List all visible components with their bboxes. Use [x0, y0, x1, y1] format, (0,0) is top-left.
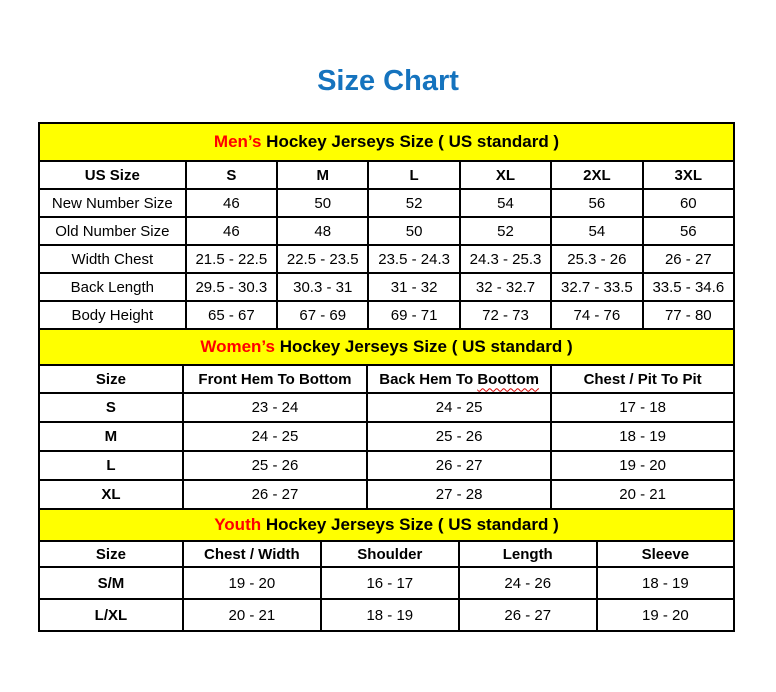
table-row [39, 217, 734, 245]
mens-col-header-m: M [277, 161, 368, 189]
cell: 24 - 25 [367, 393, 551, 422]
youth-section-band [39, 509, 734, 541]
youth-col-header-size: Size [39, 541, 183, 567]
table-row [39, 245, 734, 273]
cell: 24 - 25 [183, 422, 367, 451]
table-row [39, 599, 734, 631]
row-label: M [39, 422, 183, 451]
cell: 77 - 80 [643, 301, 734, 329]
cell: 56 [551, 189, 642, 217]
cell: 50 [368, 217, 459, 245]
cell: 25 - 26 [367, 422, 551, 451]
cell: 72 - 73 [460, 301, 551, 329]
back-hem-misspelled-word: Boottom [477, 370, 539, 388]
cell: 19 - 20 [183, 567, 321, 599]
cell: 29.5 - 30.3 [186, 273, 277, 301]
cell: 25 - 26 [183, 451, 367, 480]
cell: 52 [368, 189, 459, 217]
mens-col-header-2xl: 2XL [551, 161, 642, 189]
cell: 60 [643, 189, 734, 217]
cell: 74 - 76 [551, 301, 642, 329]
mens-col-header-3xl: 3XL [643, 161, 734, 189]
cell: 33.5 - 34.6 [643, 273, 734, 301]
back-hem-prefix: Back Hem To [379, 370, 478, 388]
cell: 65 - 67 [186, 301, 277, 329]
cell: 50 [277, 189, 368, 217]
cell: 19 - 20 [597, 599, 734, 631]
cell: 20 - 21 [183, 599, 321, 631]
row-label: S [39, 393, 183, 422]
row-label: Width Chest [39, 245, 186, 273]
mens-size-table [38, 122, 735, 330]
youth-col-header-sleeve: Sleeve [597, 541, 734, 567]
table-row [39, 273, 734, 301]
womens-band-highlight: Women’s [200, 337, 275, 356]
table-row [39, 451, 734, 480]
cell: 18 - 19 [597, 567, 734, 599]
cell: 27 - 28 [367, 480, 551, 509]
cell: 54 [460, 189, 551, 217]
cell: 46 [186, 189, 277, 217]
cell: 24.3 - 25.3 [460, 245, 551, 273]
table-row [39, 189, 734, 217]
cell: 26 - 27 [643, 245, 734, 273]
cell: 21.5 - 22.5 [186, 245, 277, 273]
cell: 18 - 19 [321, 599, 459, 631]
cell: 46 [186, 217, 277, 245]
cell: 19 - 20 [551, 451, 734, 480]
cell: 23.5 - 24.3 [368, 245, 459, 273]
womens-col-header-chest: Chest / Pit To Pit [551, 365, 734, 393]
womens-section-band [39, 329, 734, 365]
cell: 25.3 - 26 [551, 245, 642, 273]
womens-band-rest: Hockey Jerseys Size ( US standard ) [274, 337, 573, 356]
mens-col-header-l: L [368, 161, 459, 189]
mens-section-band [39, 123, 734, 161]
womens-header-row [39, 365, 734, 393]
youth-col-header-chest-width: Chest / Width [183, 541, 321, 567]
cell: 16 - 17 [321, 567, 459, 599]
cell: 30.3 - 31 [277, 273, 368, 301]
mens-col-header-xl: XL [460, 161, 551, 189]
page-title: Size Chart [317, 65, 459, 97]
cell: 56 [643, 217, 734, 245]
row-label: Body Height [39, 301, 186, 329]
cell: 54 [551, 217, 642, 245]
mens-band-highlight: Men’s [213, 132, 262, 151]
cell: 20 - 21 [551, 480, 734, 509]
youth-col-header-shoulder: Shoulder [321, 541, 459, 567]
youth-col-header-length: Length [459, 541, 597, 567]
cell: 22.5 - 23.5 [277, 245, 368, 273]
youth-section-header [39, 509, 734, 541]
youth-header-row [39, 541, 734, 567]
cell: 67 - 69 [277, 301, 368, 329]
cell: 26 - 27 [459, 599, 597, 631]
cell: 31 - 32 [368, 273, 459, 301]
row-label: XL [39, 480, 183, 509]
cell: 26 - 27 [183, 480, 367, 509]
cell: 26 - 27 [367, 451, 551, 480]
youth-size-table [38, 508, 735, 632]
cell: 32.7 - 33.5 [551, 273, 642, 301]
youth-band-rest: Hockey Jerseys Size ( US standard ) [261, 515, 559, 534]
cell: 18 - 19 [551, 422, 734, 451]
womens-col-header-size: Size [39, 365, 183, 393]
cell: 48 [277, 217, 368, 245]
mens-band-rest: Hockey Jerseys Size ( US standard ) [261, 132, 560, 151]
size-chart-container [38, 122, 735, 632]
row-label: L [39, 451, 183, 480]
womens-size-table [38, 328, 735, 510]
womens-col-header-back-hem [367, 365, 551, 393]
mens-col-header-s: S [186, 161, 277, 189]
mens-section-header [39, 123, 734, 161]
youth-band-highlight: Youth [214, 515, 262, 534]
cell: 52 [460, 217, 551, 245]
womens-section-header [39, 329, 734, 365]
table-row [39, 422, 734, 451]
cell: 24 - 26 [459, 567, 597, 599]
row-label: New Number Size [39, 189, 186, 217]
cell: 23 - 24 [183, 393, 367, 422]
table-row [39, 301, 734, 329]
row-label: L/XL [39, 599, 183, 631]
mens-col-header-us-size: US Size [39, 161, 186, 189]
cell: 17 - 18 [551, 393, 734, 422]
row-label: Back Length [39, 273, 186, 301]
row-label: Old Number Size [39, 217, 186, 245]
cell: 69 - 71 [368, 301, 459, 329]
womens-col-header-front-hem: Front Hem To Bottom [183, 365, 367, 393]
row-label: S/M [39, 567, 183, 599]
cell: 32 - 32.7 [460, 273, 551, 301]
mens-header-row [39, 161, 734, 189]
table-row [39, 393, 734, 422]
table-row [39, 567, 734, 599]
table-row [39, 480, 734, 509]
